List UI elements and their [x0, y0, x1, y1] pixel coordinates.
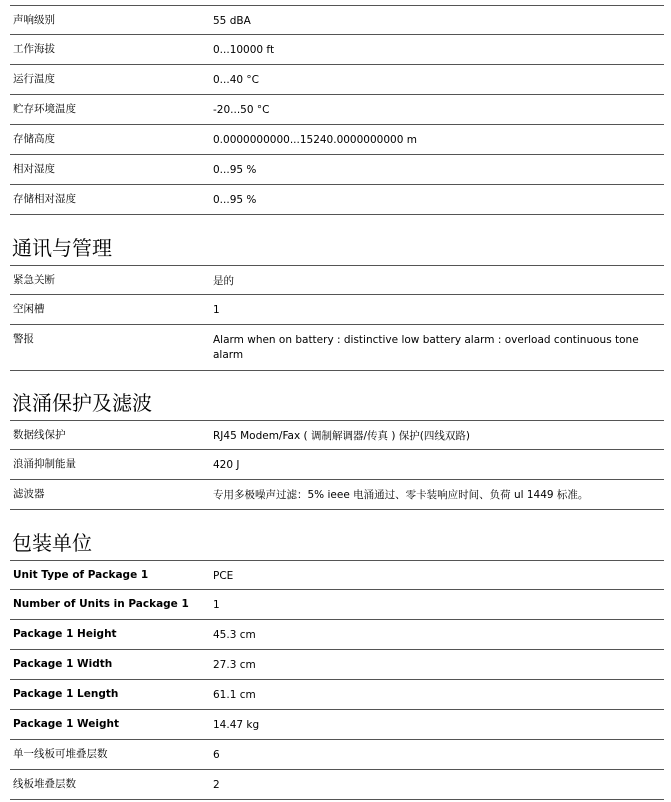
- row-value: 0...10000 ft: [213, 44, 275, 56]
- row-label: 单一线板可堆叠层数: [13, 748, 108, 760]
- table-row: [10, 125, 664, 155]
- row-value: 45.3 cm: [213, 629, 256, 641]
- row-value: 6: [213, 749, 220, 761]
- row-value: 专用多极噪声过滤：5% ieee 电涌通过、零卡装响应时间、负荷 ul 1449 标准。: [213, 489, 589, 501]
- row-label: Package 1 Length: [13, 688, 119, 700]
- row-value: 0...40 °C: [213, 74, 259, 86]
- row-value: 0...95 %: [213, 164, 257, 176]
- table-row: [10, 740, 664, 770]
- row-label: Unit Type of Package 1: [13, 569, 149, 581]
- row-value: 27.3 cm: [213, 659, 256, 671]
- row-value: 61.1 cm: [213, 689, 256, 701]
- table-row: [10, 295, 664, 325]
- row-value: 1: [213, 599, 220, 611]
- table-row: [10, 155, 664, 185]
- table-row: [10, 420, 664, 450]
- table-row: [10, 560, 664, 590]
- environment-table: [10, 5, 664, 215]
- table-row: [10, 450, 664, 480]
- row-label: 线板堆叠层数: [13, 778, 76, 790]
- packaging-table: [10, 560, 664, 800]
- row-value: 420 J: [213, 459, 240, 471]
- row-value: 2: [213, 779, 220, 791]
- table-row: [10, 650, 664, 680]
- section-title: 包装单位: [12, 531, 92, 555]
- row-label: 贮存环境温度: [13, 103, 76, 115]
- row-value: RJ45 Modem/Fax ( 调制解调器/传真 ) 保护(四线双路): [213, 430, 470, 442]
- row-label: 滤波器: [13, 488, 45, 500]
- row-value: 14.47 kg: [213, 719, 260, 731]
- table-row: [10, 680, 664, 710]
- row-label: Package 1 Height: [13, 628, 117, 640]
- row-label: 声响级别: [13, 14, 55, 26]
- row-value: 1: [213, 304, 220, 316]
- row-label: 浪涌抑制能量: [13, 458, 76, 470]
- row-label: 工作海拔: [13, 43, 55, 55]
- table-row: [10, 265, 664, 295]
- surge-table: [10, 420, 664, 510]
- table-row: [10, 710, 664, 740]
- table-row: [10, 770, 664, 800]
- table-row: [10, 5, 664, 35]
- section-title: 浪涌保护及滤波: [12, 391, 152, 415]
- row-value: 是的: [213, 275, 234, 287]
- row-value: -20...50 °C: [213, 104, 270, 116]
- row-value: 0.0000000000...15240.0000000000 m: [213, 134, 417, 146]
- row-label: 相对湿度: [13, 163, 55, 175]
- table-row: [10, 620, 664, 650]
- table-row: [10, 185, 664, 215]
- row-label: 空闲槽: [13, 303, 45, 315]
- row-label: Number of Units in Package 1: [13, 598, 189, 610]
- row-label: 存储相对湿度: [13, 193, 76, 205]
- row-label: 紧急关断: [13, 274, 55, 286]
- section-title: 通讯与管理: [12, 236, 112, 260]
- table-row: [10, 325, 664, 371]
- table-row: [10, 95, 664, 125]
- table-row: [10, 480, 664, 510]
- row-label: 存储高度: [13, 133, 55, 145]
- row-label: 警报: [13, 333, 34, 345]
- row-label: 数据线保护: [13, 429, 66, 441]
- row-value: Alarm when on battery : distinctive low battery alarm : overload continuous tone alarm: [213, 334, 639, 361]
- row-label: 运行温度: [13, 73, 55, 85]
- row-label: Package 1 Weight: [13, 718, 119, 730]
- table-row: [10, 590, 664, 620]
- table-row: [10, 35, 664, 65]
- row-value: 55 dBA: [213, 15, 251, 27]
- communications-table: [10, 265, 664, 371]
- row-label: Package 1 Width: [13, 658, 113, 670]
- row-value: 0...95 %: [213, 194, 257, 206]
- row-value: PCE: [213, 570, 234, 582]
- table-row: [10, 65, 664, 95]
